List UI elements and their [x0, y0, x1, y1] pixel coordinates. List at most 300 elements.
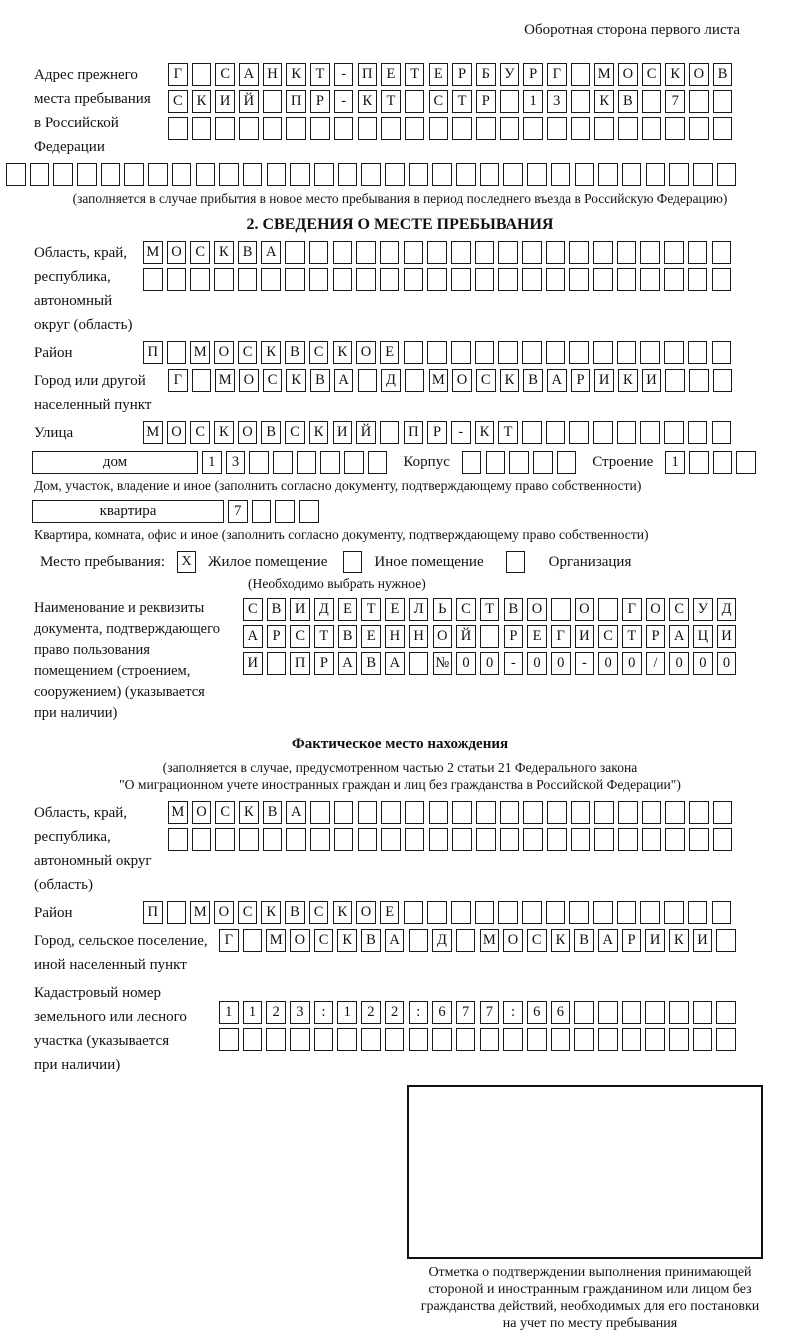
char-cell: Е	[361, 625, 381, 648]
char-cell	[575, 163, 595, 186]
char-cell	[404, 241, 424, 264]
char-cell	[30, 163, 50, 186]
char-cell	[640, 421, 660, 444]
char-cell: М	[190, 901, 210, 924]
char-cell	[713, 369, 733, 392]
char-cell: С	[642, 63, 662, 86]
char-cell	[669, 1001, 689, 1024]
char-cell: Д	[314, 598, 334, 621]
char-cell	[665, 369, 685, 392]
city-row	[168, 369, 732, 392]
char-cell	[480, 625, 500, 648]
char-cell: К	[214, 241, 234, 264]
char-cell: Р	[314, 652, 334, 675]
char-cell	[693, 1028, 713, 1051]
char-cell	[451, 901, 471, 924]
region-block	[6, 241, 794, 337]
char-cell	[546, 241, 566, 264]
char-cell	[409, 163, 429, 186]
stay-option-organization-label: Организация	[548, 553, 632, 570]
char-cell	[451, 268, 471, 291]
char-cell	[432, 1028, 452, 1051]
char-cell	[334, 117, 354, 140]
label-line: автономный	[34, 293, 113, 309]
char-cell: Р	[523, 63, 543, 86]
char-cell: С	[314, 929, 334, 952]
char-cell: К	[594, 90, 614, 113]
char-cell	[267, 652, 287, 675]
char-cell: Ь	[433, 598, 453, 621]
street-label: Улица	[34, 425, 74, 441]
char-cell: А	[286, 801, 306, 824]
char-cell: В	[238, 241, 258, 264]
char-cell	[713, 451, 733, 474]
prev-address-note: (заполняется в случае прибытия в новое место пребывания в период последнего въезда в Российскую Федерацию)	[72, 191, 728, 206]
char-cell: 7	[665, 90, 685, 113]
char-cell: Г	[622, 598, 642, 621]
char-cell: Р	[427, 421, 447, 444]
char-cell: К	[500, 369, 520, 392]
char-cell: С	[168, 90, 188, 113]
char-cell	[243, 1028, 263, 1051]
stay-note: (Необходимо выбрать нужное)	[248, 576, 426, 591]
char-cell	[429, 117, 449, 140]
char-cell	[693, 1001, 713, 1024]
char-cell	[380, 421, 400, 444]
char-cell	[598, 1001, 618, 1024]
char-cell: Е	[380, 341, 400, 364]
region-row-1	[143, 241, 731, 264]
char-cell: А	[598, 929, 618, 952]
char-cell	[309, 268, 329, 291]
char-cell	[594, 117, 614, 140]
char-cell: К	[333, 341, 353, 364]
char-cell	[689, 828, 709, 851]
char-cell	[196, 163, 216, 186]
char-cell: О	[239, 369, 259, 392]
char-cell: В	[713, 63, 733, 86]
char-cell: О	[214, 341, 234, 364]
char-cell	[456, 163, 476, 186]
char-cell	[547, 801, 567, 824]
char-cell	[642, 801, 662, 824]
char-cell: 7	[480, 1001, 500, 1024]
char-cell: Р	[504, 625, 524, 648]
char-cell	[358, 117, 378, 140]
char-cell: К	[618, 369, 638, 392]
char-cell	[314, 163, 334, 186]
char-cell	[598, 1028, 618, 1051]
char-cell: И	[333, 421, 353, 444]
char-cell: Р	[310, 90, 330, 113]
char-cell	[452, 828, 472, 851]
char-cell	[533, 451, 553, 474]
char-cell	[712, 341, 732, 364]
char-cell: -	[575, 652, 595, 675]
char-cell	[172, 163, 192, 186]
char-cell: Е	[380, 901, 400, 924]
char-cell	[432, 163, 452, 186]
label-line: иной населенный пункт	[34, 957, 187, 973]
stroenie-cells	[665, 451, 756, 474]
char-cell	[689, 369, 709, 392]
label-line: при наличии)	[34, 705, 118, 721]
char-cell: О	[689, 63, 709, 86]
char-cell: 0	[717, 652, 737, 675]
street-block	[6, 421, 794, 445]
label-line: Кадастровый номер	[34, 985, 161, 1001]
char-cell: Д	[381, 369, 401, 392]
char-cell	[486, 451, 506, 474]
char-cell: К	[669, 929, 689, 952]
char-cell: Н	[263, 63, 283, 86]
char-cell: П	[358, 63, 378, 86]
char-cell: С	[238, 341, 258, 364]
char-cell: 7	[228, 500, 248, 523]
char-cell: С	[190, 241, 210, 264]
char-cell	[527, 163, 547, 186]
char-cell	[476, 117, 496, 140]
section2-title: 2. СВЕДЕНИЯ О МЕСТЕ ПРЕБЫВАНИЯ	[246, 216, 554, 233]
char-cell	[320, 451, 340, 474]
char-cell	[219, 163, 239, 186]
char-cell	[452, 117, 472, 140]
char-cell	[640, 268, 660, 291]
char-cell: И	[717, 625, 737, 648]
char-cell: Е	[429, 63, 449, 86]
char-cell: О	[167, 241, 187, 264]
char-cell: Т	[405, 63, 425, 86]
district-label: Район	[34, 345, 73, 361]
house-box-label: дом	[32, 451, 198, 474]
char-cell	[640, 901, 660, 924]
char-cell	[617, 268, 637, 291]
fact-district-block	[6, 901, 794, 925]
fact-note	[6, 759, 794, 793]
char-cell	[380, 241, 400, 264]
char-cell	[546, 341, 566, 364]
char-cell: М	[143, 241, 163, 264]
char-cell	[314, 1028, 334, 1051]
char-cell	[717, 163, 737, 186]
char-cell	[503, 1028, 523, 1051]
char-cell: Е	[527, 625, 547, 648]
char-cell	[333, 268, 353, 291]
char-cell	[368, 451, 388, 474]
char-cell: И	[645, 929, 665, 952]
char-cell	[546, 421, 566, 444]
char-cell: А	[669, 625, 689, 648]
char-cell: 6	[527, 1001, 547, 1024]
fact-city-label	[6, 929, 219, 977]
char-cell	[239, 828, 259, 851]
fact-district-label: Район	[34, 905, 73, 921]
char-cell	[409, 929, 429, 952]
char-cell: 1	[202, 451, 222, 474]
char-cell	[713, 117, 733, 140]
char-cell	[642, 117, 662, 140]
char-cell	[598, 163, 618, 186]
char-cell	[381, 801, 401, 824]
char-cell	[334, 828, 354, 851]
char-cell: С	[263, 369, 283, 392]
char-cell	[665, 117, 685, 140]
cadastre-label	[6, 981, 219, 1077]
char-cell	[192, 369, 212, 392]
char-cell: С	[285, 421, 305, 444]
char-cell	[475, 241, 495, 264]
char-cell: Й	[356, 421, 376, 444]
char-cell: Т	[310, 63, 330, 86]
char-cell: 3	[547, 90, 567, 113]
char-cell	[219, 1028, 239, 1051]
char-cell	[712, 268, 732, 291]
cadastre-row-1	[219, 1001, 736, 1024]
char-cell	[646, 163, 666, 186]
char-cell	[551, 598, 571, 621]
char-cell	[688, 901, 708, 924]
char-cell: Д	[432, 929, 452, 952]
char-cell: П	[143, 341, 163, 364]
char-cell: К	[665, 63, 685, 86]
char-cell	[522, 341, 542, 364]
char-cell	[664, 421, 684, 444]
char-cell	[190, 268, 210, 291]
stay-option-other-label: Иное помещение	[374, 553, 484, 570]
char-cell: С	[290, 625, 310, 648]
char-cell	[500, 90, 520, 113]
char-cell	[522, 901, 542, 924]
char-cell: Е	[338, 598, 358, 621]
char-cell: К	[286, 63, 306, 86]
char-cell	[593, 341, 613, 364]
char-cell	[290, 1028, 310, 1051]
char-cell: Ц	[693, 625, 713, 648]
char-cell: У	[500, 63, 520, 86]
char-cell: Т	[314, 625, 334, 648]
char-cell: 1	[243, 1001, 263, 1024]
char-cell: А	[385, 652, 405, 675]
apartment-box-label: квартира	[32, 500, 224, 523]
char-cell	[557, 451, 577, 474]
char-cell	[452, 801, 472, 824]
char-cell	[361, 1028, 381, 1051]
char-cell	[297, 451, 317, 474]
char-cell	[593, 901, 613, 924]
char-cell: О	[575, 598, 595, 621]
house-number-cells	[202, 451, 387, 474]
char-cell	[286, 117, 306, 140]
char-cell: 2	[361, 1001, 381, 1024]
char-cell	[334, 801, 354, 824]
char-cell	[249, 451, 269, 474]
char-cell	[168, 117, 188, 140]
label-line: на учет по месту пребывания	[502, 1316, 678, 1331]
char-cell	[451, 241, 471, 264]
char-cell	[405, 117, 425, 140]
stay-option-residential-label: Жилое помещение	[208, 553, 328, 570]
char-cell: Й	[456, 625, 476, 648]
char-cell: О	[452, 369, 472, 392]
char-cell	[263, 117, 283, 140]
char-cell	[571, 63, 591, 86]
char-cell: 6	[551, 1001, 571, 1024]
char-cell: :	[503, 1001, 523, 1024]
char-cell	[252, 500, 272, 523]
stamp-caption	[391, 1264, 789, 1332]
label-line: при наличии)	[34, 1057, 121, 1073]
document-block	[6, 598, 794, 724]
label-line: Город или другой	[34, 373, 146, 389]
char-cell: Е	[381, 63, 401, 86]
char-cell: П	[290, 652, 310, 675]
char-cell: К	[551, 929, 571, 952]
char-cell: 0	[669, 652, 689, 675]
char-cell: Г	[551, 625, 571, 648]
char-cell	[285, 268, 305, 291]
char-cell	[261, 268, 281, 291]
char-cell	[617, 901, 637, 924]
fact-region-label	[6, 801, 168, 897]
char-cell: О	[356, 901, 376, 924]
char-cell: О	[356, 341, 376, 364]
prev-address-block	[6, 63, 794, 159]
char-cell	[569, 268, 589, 291]
label-line: в Российской	[34, 115, 119, 131]
char-cell	[617, 341, 637, 364]
char-cell: :	[314, 1001, 334, 1024]
char-cell	[571, 801, 591, 824]
char-cell: А	[547, 369, 567, 392]
label-line: (заполняется в случае, предусмотренном частью 2 статьи 21 Федерального закона	[162, 760, 638, 775]
char-cell: Л	[409, 598, 429, 621]
char-cell	[569, 241, 589, 264]
char-cell: М	[143, 421, 163, 444]
char-cell	[546, 901, 566, 924]
stamp-box	[407, 1085, 763, 1259]
char-cell: М	[594, 63, 614, 86]
house-note: Дом, участок, владение и иное (заполнить согласно документу, подтверждающему право собственности)	[34, 478, 642, 493]
char-cell	[148, 163, 168, 186]
char-cell: А	[385, 929, 405, 952]
char-cell	[527, 1028, 547, 1051]
char-cell: П	[143, 901, 163, 924]
char-cell: 6	[432, 1001, 452, 1024]
char-cell	[617, 421, 637, 444]
char-cell	[716, 1001, 736, 1024]
house-row	[32, 451, 794, 474]
char-cell	[215, 117, 235, 140]
char-cell	[358, 801, 378, 824]
char-cell	[275, 500, 295, 523]
char-cell: И	[243, 652, 263, 675]
document-row-3	[243, 652, 736, 675]
char-cell: В	[618, 90, 638, 113]
char-cell	[451, 341, 471, 364]
char-cell: К	[286, 369, 306, 392]
char-cell	[522, 268, 542, 291]
char-cell: 1	[665, 451, 685, 474]
char-cell	[404, 341, 424, 364]
char-cell	[593, 241, 613, 264]
char-cell: М	[266, 929, 286, 952]
char-cell: Й	[239, 90, 259, 113]
char-cell	[551, 163, 571, 186]
char-cell: С	[238, 901, 258, 924]
char-cell	[689, 801, 709, 824]
stamp-area	[391, 1085, 789, 1332]
fact-district-row	[143, 901, 731, 924]
char-cell: В	[267, 598, 287, 621]
char-cell	[546, 268, 566, 291]
char-cell: В	[285, 341, 305, 364]
char-cell: Т	[361, 598, 381, 621]
char-cell	[429, 801, 449, 824]
char-cell	[285, 241, 305, 264]
char-cell: О	[618, 63, 638, 86]
char-cell: О	[646, 598, 666, 621]
char-cell	[523, 828, 543, 851]
char-cell	[523, 117, 543, 140]
char-cell: 0	[598, 652, 618, 675]
prev-address-row-4	[6, 163, 794, 186]
region-label	[6, 241, 143, 337]
street-row	[143, 421, 731, 444]
char-cell	[338, 163, 358, 186]
city-label	[6, 369, 168, 417]
char-cell	[143, 268, 163, 291]
char-cell	[618, 801, 638, 824]
region-rows	[143, 241, 731, 291]
char-cell: А	[239, 63, 259, 86]
char-cell	[192, 63, 212, 86]
char-cell	[642, 90, 662, 113]
char-cell	[290, 163, 310, 186]
label-line: (область)	[34, 877, 93, 893]
char-cell: К	[358, 90, 378, 113]
char-cell	[688, 241, 708, 264]
char-cell: С	[429, 90, 449, 113]
char-cell: 1	[337, 1001, 357, 1024]
char-cell	[500, 828, 520, 851]
char-cell: К	[309, 421, 329, 444]
fact-city-row	[219, 929, 736, 952]
char-cell	[664, 268, 684, 291]
char-cell	[713, 90, 733, 113]
char-cell: Р	[476, 90, 496, 113]
label-line: Отметка о подтверждении выполнения принимающей	[428, 1265, 752, 1280]
char-cell	[645, 1028, 665, 1051]
char-cell	[380, 268, 400, 291]
korpus-label: Корпус	[403, 454, 450, 470]
char-cell: 3	[290, 1001, 310, 1024]
char-cell: О	[167, 421, 187, 444]
char-cell: М	[190, 341, 210, 364]
char-cell	[405, 828, 425, 851]
char-cell	[618, 117, 638, 140]
stay-type-label: Место пребывания:	[40, 553, 165, 570]
fact-city-block	[6, 929, 794, 977]
char-cell: С	[598, 625, 618, 648]
char-cell: Т	[498, 421, 518, 444]
char-cell	[358, 369, 378, 392]
char-cell	[77, 163, 97, 186]
char-cell	[712, 241, 732, 264]
label-line: стороной и иностранным гражданином или лицом без	[428, 1282, 752, 1297]
char-cell: М	[168, 801, 188, 824]
prev-address-rows	[168, 63, 732, 140]
char-cell: 0	[693, 652, 713, 675]
